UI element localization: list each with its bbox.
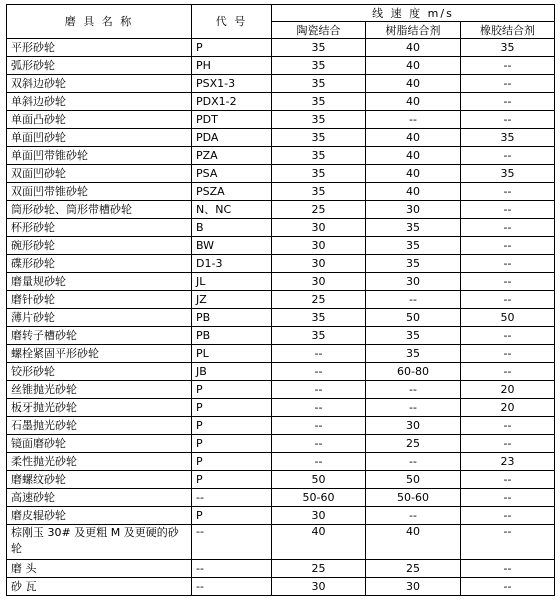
cell-code: PDX1-2 — [192, 93, 272, 111]
subheader-ceramic: 陶瓷结合 — [272, 22, 366, 39]
cell-rubber-speed: -- — [461, 183, 555, 201]
table-row — [7, 309, 555, 327]
cell-name: 弧形砂轮 — [7, 57, 192, 75]
cell-resin-speed: 25 — [366, 435, 461, 453]
table-row — [7, 578, 555, 596]
header-name: 磨 具 名 称 — [7, 5, 192, 39]
cell-resin-speed: 40 — [366, 57, 461, 75]
cell-resin-speed: 30 — [366, 578, 461, 596]
cell-code: B — [192, 219, 272, 237]
table-row — [7, 237, 555, 255]
cell-ceramic-speed: 50-60 — [272, 489, 366, 507]
cell-ceramic-speed: 30 — [272, 273, 366, 291]
cell-name: 杯形砂轮 — [7, 219, 192, 237]
cell-resin-speed: 40 — [366, 129, 461, 147]
cell-rubber-speed: -- — [461, 93, 555, 111]
table-row — [7, 489, 555, 507]
cell-resin-speed: -- — [366, 399, 461, 417]
cell-name: 石墨抛光砂轮 — [7, 417, 192, 435]
cell-rubber-speed: -- — [461, 219, 555, 237]
cell-rubber-speed: -- — [461, 57, 555, 75]
table-row — [7, 75, 555, 93]
table-row — [7, 291, 555, 309]
cell-name: 单面凹带锥砂轮 — [7, 147, 192, 165]
cell-ceramic-speed: 35 — [272, 57, 366, 75]
table-row — [7, 183, 555, 201]
table-row — [7, 57, 555, 75]
cell-ceramic-speed: 35 — [272, 111, 366, 129]
cell-rubber-speed: 35 — [461, 129, 555, 147]
cell-code: P — [192, 471, 272, 489]
cell-rubber-speed: -- — [461, 417, 555, 435]
table-row — [7, 93, 555, 111]
table-row — [7, 435, 555, 453]
cell-rubber-speed: -- — [461, 147, 555, 165]
subheader-rubber: 橡胶结合剂 — [461, 22, 555, 39]
cell-name: 薄片砂轮 — [7, 309, 192, 327]
cell-code: PSA — [192, 165, 272, 183]
cell-resin-speed: 30 — [366, 273, 461, 291]
table-row — [7, 399, 555, 417]
cell-name: 双面凹带锥砂轮 — [7, 183, 192, 201]
cell-rubber-speed: 50 — [461, 309, 555, 327]
cell-rubber-speed: -- — [461, 255, 555, 273]
cell-ceramic-speed: 30 — [272, 578, 366, 596]
cell-code: P — [192, 507, 272, 525]
cell-rubber-speed: -- — [461, 489, 555, 507]
cell-rubber-speed: -- — [461, 471, 555, 489]
cell-resin-speed: 40 — [366, 75, 461, 93]
cell-resin-speed: 40 — [366, 183, 461, 201]
cell-resin-speed: 35 — [366, 237, 461, 255]
header-row — [7, 5, 555, 22]
cell-ceramic-speed: 25 — [272, 291, 366, 309]
cell-name: 碟形砂轮 — [7, 255, 192, 273]
cell-ceramic-speed: -- — [272, 435, 366, 453]
cell-ceramic-speed: 35 — [272, 75, 366, 93]
cell-code: PDA — [192, 129, 272, 147]
cell-ceramic-speed: 30 — [272, 219, 366, 237]
cell-code: JL — [192, 273, 272, 291]
cell-code: P — [192, 39, 272, 57]
cell-ceramic-speed: 35 — [272, 309, 366, 327]
cell-name: 磨皮辊砂轮 — [7, 507, 192, 525]
cell-resin-speed: -- — [366, 507, 461, 525]
cell-resin-speed: -- — [366, 291, 461, 309]
cell-resin-speed: 40 — [366, 525, 461, 560]
cell-name: 镜面磨砂轮 — [7, 435, 192, 453]
cell-resin-speed: 35 — [366, 219, 461, 237]
table-row — [7, 39, 555, 57]
cell-resin-speed: -- — [366, 111, 461, 129]
cell-rubber-speed: -- — [461, 327, 555, 345]
cell-rubber-speed: -- — [461, 291, 555, 309]
cell-rubber-speed: 35 — [461, 165, 555, 183]
cell-name: 磨量规砂轮 — [7, 273, 192, 291]
cell-ceramic-speed: 35 — [272, 93, 366, 111]
cell-ceramic-speed: -- — [272, 417, 366, 435]
table-row — [7, 560, 555, 578]
cell-rubber-speed: -- — [461, 578, 555, 596]
cell-ceramic-speed: -- — [272, 399, 366, 417]
cell-resin-speed: 30 — [366, 417, 461, 435]
cell-ceramic-speed: -- — [272, 453, 366, 471]
cell-ceramic-speed: -- — [272, 363, 366, 381]
cell-resin-speed: 25 — [366, 560, 461, 578]
table-row — [7, 453, 555, 471]
cell-resin-speed: 40 — [366, 147, 461, 165]
table-row — [7, 345, 555, 363]
cell-name: 双面凹砂轮 — [7, 165, 192, 183]
cell-name: 单面凸砂轮 — [7, 111, 192, 129]
cell-rubber-speed: -- — [461, 201, 555, 219]
table-row — [7, 417, 555, 435]
table-row — [7, 471, 555, 489]
cell-ceramic-speed: 40 — [272, 525, 366, 560]
cell-ceramic-speed: 25 — [272, 560, 366, 578]
cell-name: 双斜边砂轮 — [7, 75, 192, 93]
cell-code: N、NC — [192, 201, 272, 219]
cell-code: PB — [192, 327, 272, 345]
cell-resin-speed: 40 — [366, 93, 461, 111]
cell-name: 板牙抛光砂轮 — [7, 399, 192, 417]
cell-code: PB — [192, 309, 272, 327]
cell-code: -- — [192, 525, 272, 560]
cell-name: 砂 瓦 — [7, 578, 192, 596]
table-row — [7, 165, 555, 183]
cell-code: D1-3 — [192, 255, 272, 273]
header-speed: 线 速 度 m/s — [272, 5, 555, 22]
cell-rubber-speed: -- — [461, 75, 555, 93]
cell-code: PSZA — [192, 183, 272, 201]
cell-code: -- — [192, 489, 272, 507]
cell-rubber-speed: 20 — [461, 381, 555, 399]
cell-resin-speed: 40 — [366, 39, 461, 57]
cell-ceramic-speed: 35 — [272, 147, 366, 165]
cell-rubber-speed: 35 — [461, 39, 555, 57]
table-row — [7, 255, 555, 273]
cell-ceramic-speed: 35 — [272, 183, 366, 201]
cell-resin-speed: 50 — [366, 471, 461, 489]
cell-rubber-speed: -- — [461, 507, 555, 525]
cell-name: 磨针砂轮 — [7, 291, 192, 309]
cell-ceramic-speed: 35 — [272, 39, 366, 57]
cell-name: 螺栓紧固平形砂轮 — [7, 345, 192, 363]
cell-name: 棕刚玉 30# 及更粗 M 及更硬的砂轮 — [7, 525, 192, 560]
table-row — [7, 111, 555, 129]
cell-ceramic-speed: 35 — [272, 165, 366, 183]
cell-rubber-speed: -- — [461, 435, 555, 453]
cell-code: PSX1-3 — [192, 75, 272, 93]
cell-rubber-speed: -- — [461, 237, 555, 255]
cell-resin-speed: 35 — [366, 345, 461, 363]
cell-code: P — [192, 453, 272, 471]
cell-resin-speed: 50 — [366, 309, 461, 327]
cell-name: 铰形砂轮 — [7, 363, 192, 381]
cell-code: JZ — [192, 291, 272, 309]
cell-rubber-speed: 20 — [461, 399, 555, 417]
cell-code: PDT — [192, 111, 272, 129]
cell-code: P — [192, 399, 272, 417]
cell-name: 高速砂轮 — [7, 489, 192, 507]
cell-rubber-speed: -- — [461, 111, 555, 129]
cell-rubber-speed: -- — [461, 363, 555, 381]
cell-ceramic-speed: -- — [272, 381, 366, 399]
cell-code: PL — [192, 345, 272, 363]
cell-ceramic-speed: 25 — [272, 201, 366, 219]
cell-name: 柔性抛光砂轮 — [7, 453, 192, 471]
cell-ceramic-speed: 35 — [272, 129, 366, 147]
cell-resin-speed: 35 — [366, 255, 461, 273]
cell-code: BW — [192, 237, 272, 255]
table-body — [7, 39, 555, 596]
cell-code: PZA — [192, 147, 272, 165]
cell-resin-speed: -- — [366, 381, 461, 399]
cell-name: 丝锥抛光砂轮 — [7, 381, 192, 399]
cell-resin-speed: 50-60 — [366, 489, 461, 507]
cell-name: 磨 头 — [7, 560, 192, 578]
cell-code: PH — [192, 57, 272, 75]
cell-name: 筒形砂轮、筒形带槽砂轮 — [7, 201, 192, 219]
table-row — [7, 363, 555, 381]
table-row — [7, 525, 555, 560]
cell-ceramic-speed: 30 — [272, 255, 366, 273]
cell-resin-speed: 35 — [366, 327, 461, 345]
cell-name: 平形砂轮 — [7, 39, 192, 57]
cell-ceramic-speed: 50 — [272, 471, 366, 489]
table-row — [7, 273, 555, 291]
cell-code: -- — [192, 560, 272, 578]
document-page — [6, 4, 554, 596]
table-row — [7, 147, 555, 165]
cell-rubber-speed: -- — [461, 525, 555, 560]
cell-code: -- — [192, 578, 272, 596]
cell-rubber-speed: -- — [461, 345, 555, 363]
table-row — [7, 327, 555, 345]
cell-code: JB — [192, 363, 272, 381]
cell-name: 碗形砂轮 — [7, 237, 192, 255]
table-row — [7, 201, 555, 219]
cell-name: 磨螺纹砂轮 — [7, 471, 192, 489]
header-code: 代 号 — [192, 5, 272, 39]
cell-resin-speed: 40 — [366, 165, 461, 183]
cell-code: P — [192, 381, 272, 399]
cell-code: P — [192, 417, 272, 435]
cell-rubber-speed: -- — [461, 273, 555, 291]
cell-code: P — [192, 435, 272, 453]
cell-ceramic-speed: 35 — [272, 327, 366, 345]
cell-rubber-speed: 23 — [461, 453, 555, 471]
cell-name: 单斜边砂轮 — [7, 93, 192, 111]
cell-ceramic-speed: 30 — [272, 507, 366, 525]
cell-name: 磨转子槽砂轮 — [7, 327, 192, 345]
cell-resin-speed: -- — [366, 453, 461, 471]
table-row — [7, 381, 555, 399]
subheader-resin: 树脂结合剂 — [366, 22, 461, 39]
cell-ceramic-speed: 30 — [272, 237, 366, 255]
table-row — [7, 219, 555, 237]
cell-rubber-speed: -- — [461, 560, 555, 578]
cell-resin-speed: 60-80 — [366, 363, 461, 381]
speed-table — [6, 4, 555, 596]
cell-name: 单面凹砂轮 — [7, 129, 192, 147]
cell-resin-speed: 30 — [366, 201, 461, 219]
table-row — [7, 507, 555, 525]
table-row — [7, 129, 555, 147]
cell-ceramic-speed: -- — [272, 345, 366, 363]
